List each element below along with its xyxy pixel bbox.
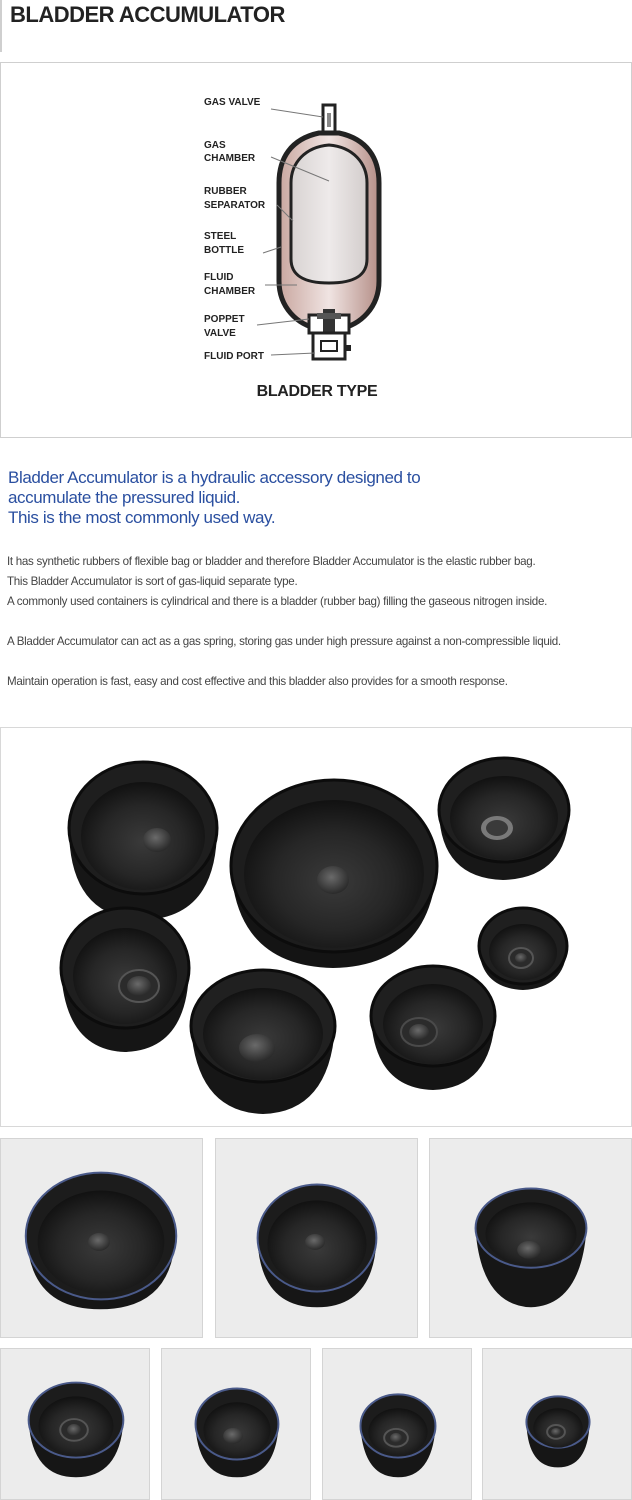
bladder-photo [216, 1139, 417, 1337]
bladder-group-photo [0, 727, 632, 1127]
page-title-bar [0, 0, 632, 52]
paragraph-line: This Bladder Accumulator is sort of gas-liquid separate type. [7, 575, 298, 588]
bladder-photo [323, 1349, 471, 1499]
intro-paragraph-2 [7, 632, 629, 652]
bladder-photo [483, 1349, 631, 1499]
label-steel-bottle-1: STEEL [204, 231, 237, 242]
rubber-separator [291, 145, 367, 283]
paragraph-line: A commonly used containers is cylindrical and there is a bladder (rubber bag) filling the gaseous nitrogen inside. [7, 595, 548, 608]
paragraph-line: It has synthetic rubbers of flexible bag or bladder and therefore Bladder Accumulator is the elastic rubber bag. [7, 555, 536, 568]
label-poppet-valve-2: VALVE [204, 328, 236, 339]
bladder-bowl [371, 966, 495, 1090]
diagram-caption: BLADDER TYPE [256, 383, 378, 400]
bladder-bowl [191, 970, 335, 1114]
gas-valve-core [327, 113, 331, 127]
bladder-photo-tile [322, 1348, 472, 1500]
bladder-photo-tile [0, 1348, 150, 1500]
bladder-accumulator-diagram [1, 63, 631, 437]
intro-headline [8, 468, 568, 528]
label-fluid-port: FLUID PORT [204, 351, 264, 362]
intro-paragraph-3 [7, 672, 629, 692]
bladder-bowl [479, 908, 567, 990]
label-rubber-separator-2: SEPARATOR [204, 200, 266, 211]
bladder-bowl [69, 762, 217, 920]
headline-line: accumulate the pressured liquid. [8, 488, 240, 507]
bladder-photo-tile [215, 1138, 418, 1338]
fluid-port-opening [321, 341, 337, 351]
label-gas-chamber-2: CHAMBER [204, 153, 256, 164]
headline-line: Bladder Accumulator is a hydraulic accessory designed to [8, 468, 421, 487]
bladder-diagram-panel [0, 62, 632, 438]
bladder-photo-tile [482, 1348, 632, 1500]
poppet-valve-head [317, 313, 341, 319]
label-gas-chamber-1: GAS [204, 140, 226, 151]
bladder-photo-tile [0, 1138, 203, 1338]
fluid-port-screw [345, 345, 351, 351]
paragraph-line: A Bladder Accumulator can act as a gas spring, storing gas under high pressure against a non-compressible liquid. [7, 635, 561, 648]
headline-line: This is the most commonly used way. [8, 508, 276, 527]
bladder-photo [1, 1349, 149, 1499]
label-fluid-chamber-2: CHAMBER [204, 286, 256, 297]
label-rubber-separator-1: RUBBER [204, 186, 247, 197]
bladder-photo [430, 1139, 631, 1337]
page-title: BLADDER ACCUMULATOR [10, 2, 285, 27]
paragraph-line: Maintain operation is fast, easy and cost effective and this bladder also provides for a smooth response. [7, 675, 508, 688]
bladder-photo-tile [429, 1138, 632, 1338]
label-gas-valve: GAS VALVE [204, 97, 261, 108]
bladder-bowl [231, 780, 437, 968]
bladder-photo [1, 1139, 202, 1337]
label-steel-bottle-2: BOTTLE [204, 245, 244, 256]
bladder-bowl [61, 908, 189, 1052]
bladder-photo [162, 1349, 310, 1499]
label-poppet-valve-1: POPPET [204, 314, 245, 325]
bladder-bowl [439, 758, 569, 880]
intro-paragraph-1 [7, 552, 629, 612]
poppet-valve-stem [323, 309, 335, 333]
bladder-photo-tile [161, 1348, 311, 1500]
bladder-group-image [1, 728, 631, 1126]
label-fluid-chamber-1: FLUID [204, 272, 234, 283]
